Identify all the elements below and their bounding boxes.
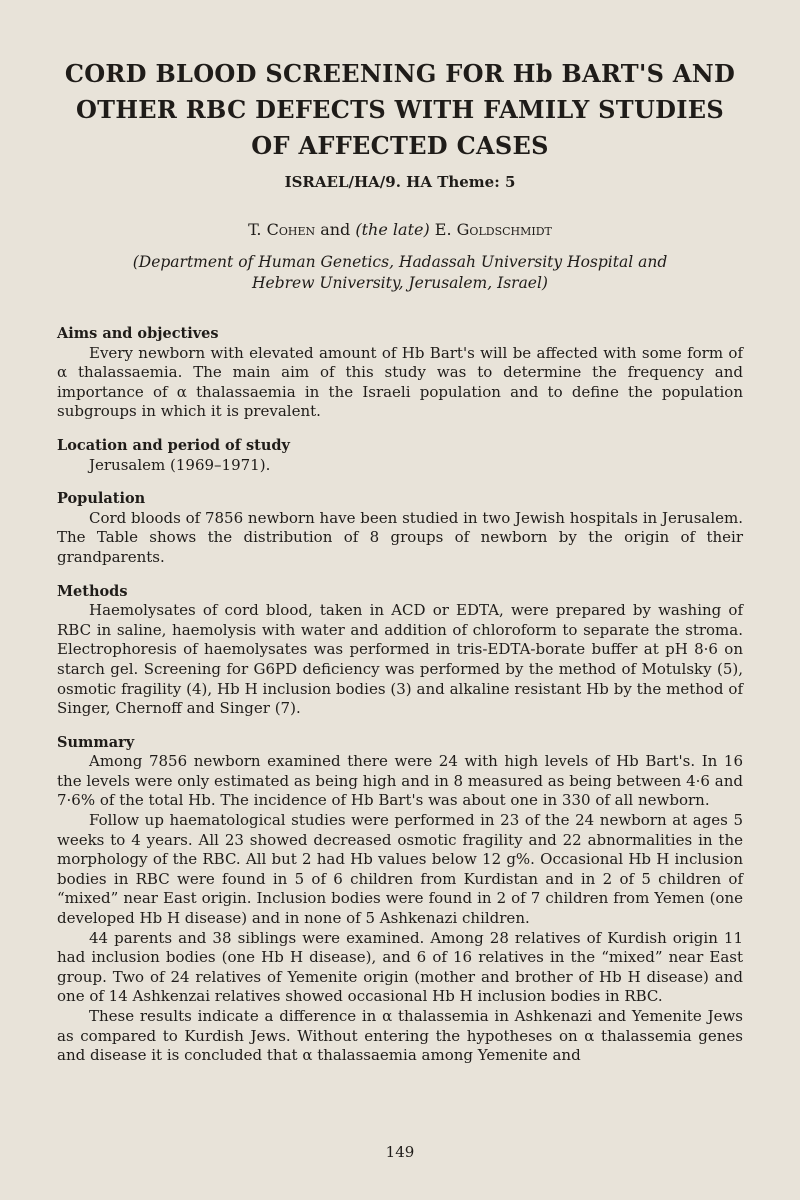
section-heading: Aims and objectives bbox=[57, 325, 219, 342]
section-heading: Summary bbox=[57, 733, 135, 751]
section-aims bbox=[57, 324, 743, 422]
author-conjunction: and bbox=[320, 220, 351, 239]
paragraph: 44 parents and 38 siblings were examined. Among 28 relatives of Kurdish origin 11 had inclusion bodies (one Hb H disease), and 6 of 16 relatives in the “mixed” near East group. Two of 24 relatives of Yemenite origin (mother and brother of Hb H disease) and one of 14 Ashkenzai relatives showed occasional Hb H inclusion bodies in RBC. bbox=[57, 928, 743, 1006]
paragraph: Cord bloods of 7856 newborn have been studied in two Jewish hospitals in Jerusalem. The Table shows the distribution of 8 groups of newborn by the origin of their grandparents. bbox=[57, 508, 743, 566]
project-code: ISRAEL/HA/9. HA Theme: 5 bbox=[284, 173, 516, 191]
section-population bbox=[57, 489, 743, 567]
author-line bbox=[0, 220, 800, 239]
page-number: 149 bbox=[385, 1143, 415, 1161]
title-line: CORD BLOOD SCREENING FOR Hb BART'S AND bbox=[64, 59, 736, 88]
affiliation-line: (Department of Human Genetics, Hadassah University Hospital and bbox=[132, 253, 668, 271]
author-note: (the late) bbox=[355, 220, 430, 239]
author-name: E. Goldschmidt bbox=[434, 220, 552, 239]
paragraph: These results indicate a difference in α thalassemia in Ashkenazi and Yemenite Jews as compared to Kurdish Jews. Without entering the hypotheses on α thalassemia genes and disease it is concluded that α thalassaemia among Yemenite and bbox=[57, 1007, 743, 1065]
section-heading: Methods bbox=[57, 582, 128, 600]
title-line: OF AFFECTED CASES bbox=[251, 131, 549, 160]
article-title bbox=[40, 56, 760, 164]
paragraph: Among 7856 newborn examined there were 24 with high levels of Hb Bart's. In 16 the levels were only estimated as being high and in 8 measured as being between 4·6 and 7·6% of the total Hb. The incidence of Hb Bart's was about one in 330 of all newborn. bbox=[57, 752, 743, 810]
section-summary bbox=[57, 733, 743, 1066]
paragraph: Jerusalem (1969–1971). bbox=[89, 455, 271, 474]
author-name: T. Cohen bbox=[248, 220, 316, 239]
paragraph: Every newborn with elevated amount of Hb Bart's will be affected with some form of α thalassaemia. The main aim of this study was to determine the frequency and importance of α thalassaemia in the Israeli population and to define the population subgroups in which it is prevalent. bbox=[57, 343, 743, 421]
paragraph: Haemolysates of cord blood, taken in ACD or EDTA, were prepared by washing of RBC in saline, haemolysis with water and addition of chloroform to separate the stroma. Electrophoresis of haemolysates was performed in tris-EDTA-borate buffer at pH 8·6 on starch gel. Screening for G6PD deficiency was performed by the method of Motulsky (5), osmotic fragility (4), Hb H inclusion bodies (3) and alkaline resistant Hb by the method of Singer, Chernoff and Singer (7). bbox=[57, 601, 743, 718]
paragraph: Follow up haematological studies were performed in 23 of the 24 newborn at ages 5 weeks to 4 years. All 23 showed decreased osmotic fragility and 22 abnormalities in the morphology of the RBC. All but 2 had Hb values below 12 g%. Occasional Hb H inclusion bodies in RBC were found in 5 of 6 children from Kurdistan and in 2 of 5 children of “mixed” near East origin. Inclusion bodies were found in 2 of 7 children from Yemen (one developed Hb H disease) and in none of 5 Ashkenazi children. bbox=[57, 811, 743, 928]
title-line: OTHER RBC DEFECTS WITH FAMILY STUDIES bbox=[75, 95, 725, 124]
section-methods bbox=[57, 582, 743, 719]
section-heading: Location and period of study bbox=[57, 436, 290, 454]
affiliation-line: Hebrew University, Jerusalem, Israel) bbox=[252, 274, 548, 292]
section-location bbox=[57, 436, 743, 475]
section-heading: Population bbox=[57, 490, 146, 508]
affiliation bbox=[90, 252, 710, 294]
article-body bbox=[57, 324, 743, 1080]
